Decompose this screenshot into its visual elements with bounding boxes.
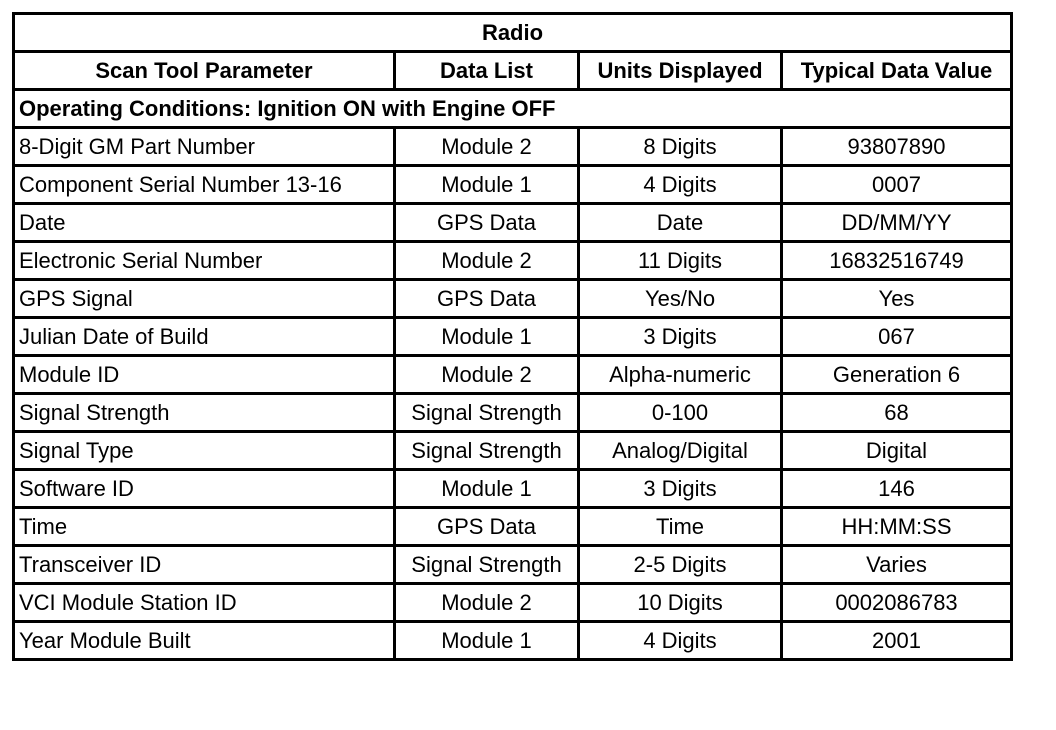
header-scan-tool-parameter: Scan Tool Parameter bbox=[14, 52, 395, 90]
cell-data-list: Module 2 bbox=[395, 356, 579, 394]
table-row bbox=[14, 166, 1012, 204]
cell-typical-value: Yes bbox=[782, 280, 1012, 318]
table-title: Radio bbox=[14, 14, 1012, 52]
cell-units: Time bbox=[579, 508, 782, 546]
cell-units: 10 Digits bbox=[579, 584, 782, 622]
cell-parameter: Electronic Serial Number bbox=[14, 242, 395, 280]
cell-typical-value: 146 bbox=[782, 470, 1012, 508]
cell-units: Alpha-numeric bbox=[579, 356, 782, 394]
cell-typical-value: 0007 bbox=[782, 166, 1012, 204]
cell-units: Date bbox=[579, 204, 782, 242]
cell-units: 8 Digits bbox=[579, 128, 782, 166]
table-row bbox=[14, 356, 1012, 394]
table-row bbox=[14, 584, 1012, 622]
table-title-row bbox=[14, 14, 1012, 52]
cell-parameter: Julian Date of Build bbox=[14, 318, 395, 356]
cell-units: 4 Digits bbox=[579, 622, 782, 660]
cell-data-list: GPS Data bbox=[395, 204, 579, 242]
cell-typical-value: 0002086783 bbox=[782, 584, 1012, 622]
cell-typical-value: 2001 bbox=[782, 622, 1012, 660]
header-units-displayed: Units Displayed bbox=[579, 52, 782, 90]
cell-data-list: GPS Data bbox=[395, 280, 579, 318]
cell-typical-value: 067 bbox=[782, 318, 1012, 356]
cell-parameter: Component Serial Number 13-16 bbox=[14, 166, 395, 204]
cell-typical-value: HH:MM:SS bbox=[782, 508, 1012, 546]
cell-data-list: Signal Strength bbox=[395, 394, 579, 432]
cell-data-list: Module 2 bbox=[395, 584, 579, 622]
cell-units: 3 Digits bbox=[579, 470, 782, 508]
table-row bbox=[14, 318, 1012, 356]
cell-typical-value: Generation 6 bbox=[782, 356, 1012, 394]
cell-parameter: Year Module Built bbox=[14, 622, 395, 660]
cell-parameter: Module ID bbox=[14, 356, 395, 394]
operating-conditions-label: Operating Conditions: Ignition ON with Engine OFF bbox=[14, 90, 1012, 128]
cell-units: Yes/No bbox=[579, 280, 782, 318]
radio-data-table-container bbox=[12, 12, 1013, 661]
cell-data-list: Signal Strength bbox=[395, 432, 579, 470]
cell-parameter: GPS Signal bbox=[14, 280, 395, 318]
table-row bbox=[14, 546, 1012, 584]
radio-data-table bbox=[12, 12, 1013, 661]
cell-typical-value: 93807890 bbox=[782, 128, 1012, 166]
cell-units: 3 Digits bbox=[579, 318, 782, 356]
section-row bbox=[14, 90, 1012, 128]
table-row bbox=[14, 204, 1012, 242]
cell-parameter: Signal Type bbox=[14, 432, 395, 470]
cell-data-list: GPS Data bbox=[395, 508, 579, 546]
table-row bbox=[14, 394, 1012, 432]
cell-typical-value: Digital bbox=[782, 432, 1012, 470]
table-row bbox=[14, 242, 1012, 280]
cell-parameter: VCI Module Station ID bbox=[14, 584, 395, 622]
cell-data-list: Module 1 bbox=[395, 622, 579, 660]
table-row bbox=[14, 470, 1012, 508]
table-row bbox=[14, 280, 1012, 318]
table-row bbox=[14, 508, 1012, 546]
cell-parameter: Transceiver ID bbox=[14, 546, 395, 584]
cell-typical-value: Varies bbox=[782, 546, 1012, 584]
cell-parameter: Time bbox=[14, 508, 395, 546]
cell-typical-value: DD/MM/YY bbox=[782, 204, 1012, 242]
cell-units: 2-5 Digits bbox=[579, 546, 782, 584]
cell-parameter: Software ID bbox=[14, 470, 395, 508]
table-header-row bbox=[14, 52, 1012, 90]
cell-data-list: Module 2 bbox=[395, 242, 579, 280]
header-typical-data-value: Typical Data Value bbox=[782, 52, 1012, 90]
cell-typical-value: 68 bbox=[782, 394, 1012, 432]
table-row bbox=[14, 128, 1012, 166]
cell-typical-value: 16832516749 bbox=[782, 242, 1012, 280]
table-row bbox=[14, 432, 1012, 470]
cell-parameter: Signal Strength bbox=[14, 394, 395, 432]
cell-units: Analog/Digital bbox=[579, 432, 782, 470]
cell-parameter: Date bbox=[14, 204, 395, 242]
cell-data-list: Module 1 bbox=[395, 166, 579, 204]
cell-data-list: Module 2 bbox=[395, 128, 579, 166]
header-data-list: Data List bbox=[395, 52, 579, 90]
table-row bbox=[14, 622, 1012, 660]
cell-data-list: Module 1 bbox=[395, 470, 579, 508]
cell-units: 11 Digits bbox=[579, 242, 782, 280]
cell-data-list: Signal Strength bbox=[395, 546, 579, 584]
cell-units: 4 Digits bbox=[579, 166, 782, 204]
cell-units: 0-100 bbox=[579, 394, 782, 432]
cell-data-list: Module 1 bbox=[395, 318, 579, 356]
cell-parameter: 8-Digit GM Part Number bbox=[14, 128, 395, 166]
